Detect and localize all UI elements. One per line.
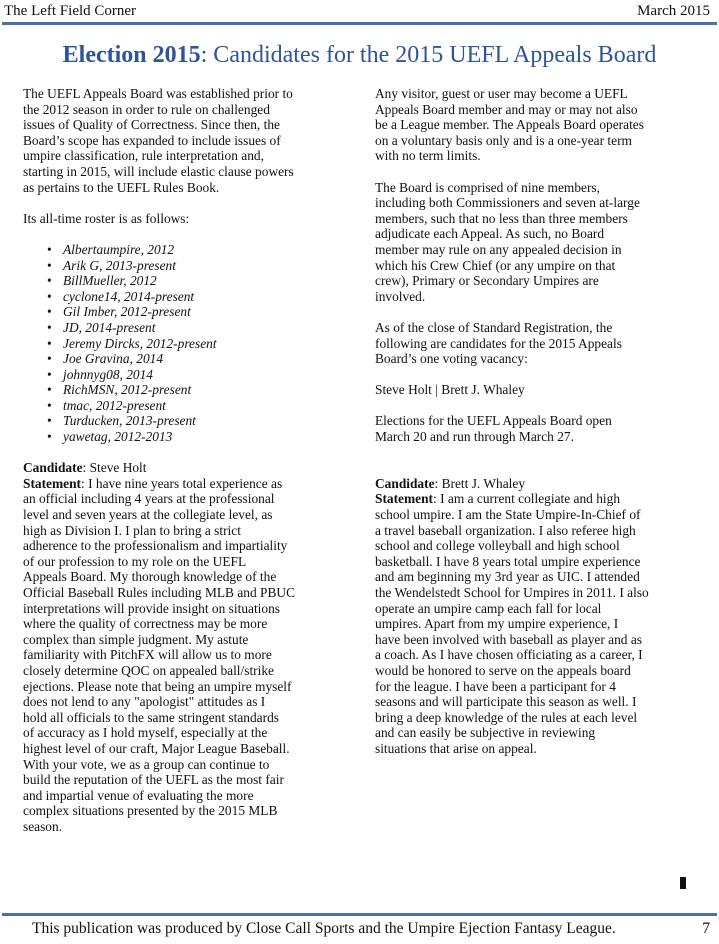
roster-list	[23, 242, 355, 445]
text-line: crew), Primary or Secondary Umpires are	[375, 273, 599, 289]
candidate-label: Candidate	[375, 475, 435, 491]
election-dates-paragraph	[375, 413, 705, 444]
text-line: with no term limits.	[375, 148, 481, 164]
text-line: bring a deep knowledge of the rules at each level	[375, 709, 638, 725]
end-of-article-mark	[680, 877, 686, 889]
roster-item	[23, 429, 355, 445]
statement-paragraph	[375, 491, 705, 756]
roster-item	[23, 304, 355, 320]
text-line: level and seven years at the collegiate level, as	[23, 507, 273, 523]
roster-entry: Turducken, 2013-present	[63, 413, 196, 429]
text-line: of our profession to my role on the UEFL	[23, 553, 247, 569]
statement-paragraph	[23, 476, 355, 835]
text-line: seasons and will participate this season as well. I	[375, 694, 637, 710]
bullet-icon: •	[47, 429, 52, 445]
text-line: ejections. Please note that being an umpire myself	[23, 678, 292, 694]
bullet-icon: •	[47, 366, 52, 382]
board-paragraph	[375, 180, 705, 305]
roster-item	[23, 413, 355, 429]
text-line: The Board is comprised of nine members,	[375, 179, 600, 195]
roster-item	[23, 242, 355, 258]
text-line: The UEFL Appeals Board was established prior to	[23, 86, 293, 101]
publication-name: The Left Field Corner	[4, 3, 137, 19]
text-line: closely determine QOC on appealed ball/strike	[23, 662, 274, 678]
text-line: member may rule on any appealed decision in	[375, 241, 622, 257]
roster-item	[23, 351, 355, 367]
roster-item	[23, 398, 355, 414]
text-line: for the league. I have been a participant for 4	[375, 678, 616, 694]
text-line: highest level of our craft, Major League Baseball.	[23, 740, 290, 756]
roster-item	[23, 320, 355, 336]
roster-entry: Gil Imber, 2012-present	[63, 304, 191, 320]
text-line: situations that arise on appeal.	[375, 740, 537, 756]
intro-paragraph	[23, 86, 355, 195]
roster-item	[23, 289, 355, 305]
text-line: of accuracy as I hold myself, especially at the	[23, 725, 268, 741]
roster-entry: BillMueller, 2012	[63, 273, 157, 289]
text-line: : I have nine years total experience as	[81, 475, 283, 491]
bullet-icon: •	[47, 257, 52, 273]
candidate-name: : Brett J. Whaley	[434, 475, 526, 491]
bullet-icon: •	[47, 273, 52, 289]
membership-paragraph	[375, 86, 705, 164]
bullet-icon: •	[47, 351, 52, 367]
text-line: a travel baseball organization. I also referee high	[375, 522, 636, 538]
candidate-name: : Steve Holt	[82, 460, 147, 476]
text-line: members, such that no less than three members	[375, 210, 628, 226]
roster-entry: johnnyg08, 2014	[63, 366, 154, 382]
roster-entry: tmac, 2012-present	[63, 397, 166, 413]
text-line: would be honored to serve on the appeals board	[375, 662, 631, 678]
candidates-paragraph	[375, 320, 705, 367]
roster-entry: Jeremy Dircks, 2012-present	[63, 335, 217, 351]
text-line: umpires. Apart from my umpire experience, I	[375, 616, 619, 632]
roster-entry: yawetag, 2012-2013	[63, 429, 173, 445]
roster-item	[23, 336, 355, 352]
text-line: basketball. I have 8 years total umpire experience	[375, 553, 641, 569]
roster-entry: JD, 2014-present	[63, 319, 156, 335]
text-line: Any visitor, guest or user may become a UEFL	[375, 86, 628, 101]
text-line: complex situations presented by the 2015 MLB	[23, 803, 278, 819]
ballot-line: Steve Holt | Brett J. Whaley	[375, 382, 525, 398]
roster-entry: Joe Gravina, 2014	[63, 351, 164, 367]
text-line: complex than simple judgment. My astute	[23, 631, 249, 647]
roster-item	[23, 258, 355, 274]
text-line: issues of Quality of Correctness. Since then, the	[23, 117, 280, 133]
text-line: Board’s scope has expanded to include issues of	[23, 132, 281, 148]
roster-item	[23, 367, 355, 383]
article-title	[0, 42, 719, 69]
text-line: Official Baseball Rules including MLB and PBUC	[23, 585, 296, 600]
text-line: familiarity with PitchFX will allow us to more	[23, 647, 272, 663]
text-line: the 2012 season in order to rule on challenged	[23, 101, 270, 117]
text-line: As of the close of Standard Registration, the	[375, 319, 613, 335]
candidate-line	[375, 476, 705, 492]
title-rest: : Candidates for the 2015 UEFL Appeals Board	[200, 42, 657, 68]
text-line: Appeals Board member and may or may not also	[375, 101, 638, 117]
text-line: school and college volleyball and high school	[375, 538, 620, 554]
text-line: on a voluntary basis only and is a one-year term	[375, 132, 632, 148]
text-line: following are candidates for the 2015 Appeals	[375, 335, 622, 351]
running-header	[0, 0, 719, 22]
bullet-icon: •	[47, 304, 52, 320]
candidate-label: Candidate	[23, 460, 83, 476]
text-line: a coach. As I have chosen officiating as a career, I	[375, 647, 643, 663]
text-line: starting in 2015, will include elastic clause powers	[23, 163, 294, 179]
text-line: does not lend to any "apologist" attitudes as I	[23, 694, 266, 710]
bullet-icon: •	[47, 413, 52, 429]
bullet-icon: •	[47, 382, 52, 398]
text-line: which his Crew Chief (or any umpire on that	[375, 257, 616, 273]
roster-item	[23, 273, 355, 289]
left-column	[23, 86, 355, 835]
issue-date: March 2015	[637, 3, 710, 19]
text-line: hold all officials to the same stringent standards	[23, 709, 279, 725]
roster-intro: Its all-time roster is as follows:	[23, 210, 190, 226]
text-line: high as Division I. I plan to bring a strict	[23, 522, 241, 538]
candidate-line	[23, 460, 355, 476]
text-line: the Wendelstedt School for Umpires in 2011. I also	[375, 585, 649, 600]
text-line: Elections for the UEFL Appeals Board open	[375, 413, 612, 429]
text-line: season.	[23, 818, 63, 834]
text-line: and am beginning my 3rd year as UIC. I attended	[375, 569, 640, 585]
text-line: : I am a current collegiate and high	[433, 491, 621, 507]
text-line: interpretations will provide insight on situations	[23, 600, 280, 616]
footer-rule	[2, 913, 717, 916]
text-line: adjudicate each Appeal. As such, no Board	[375, 226, 605, 242]
text-line: umpire classification, rule interpretation and,	[23, 148, 264, 164]
text-line: involved.	[375, 288, 426, 304]
text-line: March 20 and run through March 27.	[375, 429, 574, 445]
footer-credit: This publication was produced by Close Call Sports and the Umpire Ejection Fantasy League.	[32, 920, 616, 937]
text-line: Appeals Board. My thorough knowledge of the	[23, 569, 277, 585]
roster-entry: Albertaumpire, 2012	[63, 241, 175, 257]
text-line: Board’s one voting vacancy:	[375, 351, 528, 367]
text-line: build the reputation of the UEFL as the most fair	[23, 772, 284, 788]
bullet-icon: •	[47, 397, 52, 413]
statement-label: Statement	[375, 491, 434, 507]
roster-entry: cyclone14, 2014-present	[63, 288, 195, 304]
title-bold: Election 2015	[62, 42, 201, 68]
statement-label: Statement	[23, 475, 82, 491]
bullet-icon: •	[47, 319, 52, 335]
roster-entry: Arik G, 2013-present	[63, 257, 176, 273]
text-line: and impartial venue of evaluating the more	[23, 787, 254, 803]
header-rule	[2, 22, 717, 25]
text-line: have been involved with baseball as player and as	[375, 631, 642, 647]
text-line: an official including 4 years at the professional	[23, 491, 275, 507]
text-line: and can easily be subjective in reviewing	[375, 725, 596, 741]
text-line: With your vote, we as a group can continue to	[23, 756, 270, 772]
text-line: be a League member. The Appeals Board operates	[375, 117, 644, 133]
text-line: adherence to the professionalism and impartiality	[23, 538, 288, 554]
bullet-icon: •	[47, 241, 52, 257]
roster-item	[23, 382, 355, 398]
text-line: where the quality of correctness may be more	[23, 616, 268, 632]
bullet-icon: •	[47, 335, 52, 351]
right-column	[375, 86, 705, 757]
page-number: 7	[702, 920, 710, 937]
text-line: including both Commissioners and seven at-large	[375, 195, 640, 211]
roster-entry: RichMSN, 2012-present	[63, 382, 192, 398]
text-line: school umpire. I am the State Umpire-In-Chief of	[375, 507, 641, 523]
text-line: operate an umpire camp each fall for local	[375, 600, 602, 616]
bullet-icon: •	[47, 288, 52, 304]
text-line: as pertains to the UEFL Rules Book.	[23, 179, 220, 195]
